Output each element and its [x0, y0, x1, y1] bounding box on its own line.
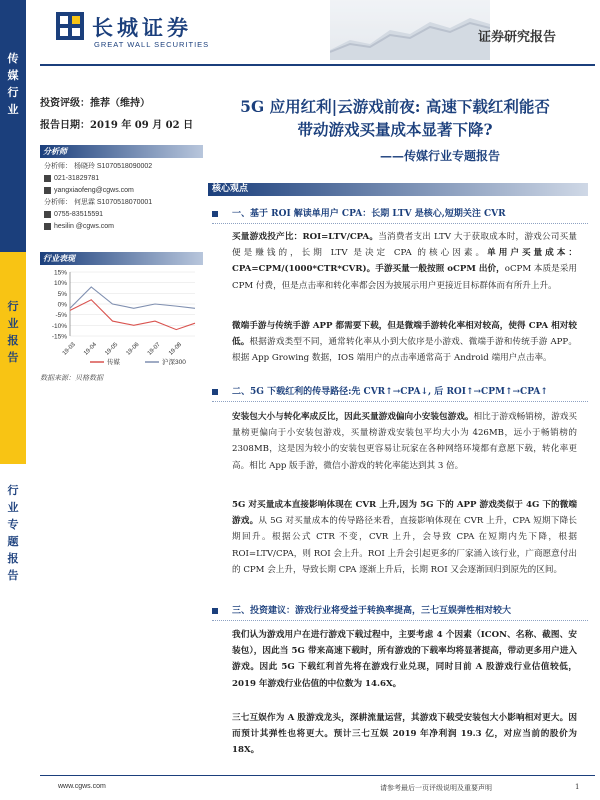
square-bullet-icon: [212, 389, 218, 395]
side-char: 专: [7, 518, 19, 531]
header-divider: [40, 64, 595, 66]
text-run: 当消费者支出 LTV 大于获取成本时，游戏公司买量便是赚钱的，长期 LTV 是决定 CPA 的核心因素。: [232, 232, 577, 259]
text-run: 相比于游戏畅销榜，游戏买量榜更偏向于小安装包游戏，买量榜游戏安装包平均大小为 426MB，远小于畅销榜的 2308MB，这是因为较小的安装包更容易让玩家在各种网络环境都有意愿下载，转化率更高。相比 App 版手游，微信小游戏的转化率能达到其 3 倍。: [232, 412, 577, 471]
side-char: 业: [7, 103, 19, 116]
footer-url[interactable]: www.cgws.com: [58, 783, 106, 790]
paragraph-2: [232, 318, 577, 367]
phone-icon: [44, 211, 51, 218]
paragraph-3: [232, 409, 577, 474]
y-tick-label: 10%: [53, 280, 67, 288]
side-char: 行: [7, 300, 19, 313]
bold-run: 我们认为游戏用户在进行游戏下载过程中，主要考虑 4 个因素（ICON、名称、截图、安装包），因此当 5G 带来高速下载时，所有游戏的下载率均将显著提高，带动更多用户进入游戏。因此 5G 下载红利首先将在游戏行业兑现，同时目前 A 股游戏行业估值较低，2019 年游戏行业估值的中位数为 14.6X。: [232, 630, 577, 689]
divider: [212, 223, 588, 224]
analyst-info: [44, 161, 204, 233]
x-tick-label: 19-03: [61, 341, 77, 357]
side-char: 行: [7, 86, 19, 99]
y-tick-label: 15%: [53, 269, 67, 277]
side-label-industry: [4, 50, 22, 118]
section-1-heading: [212, 206, 592, 219]
side-char: 报: [7, 334, 19, 347]
analyst-2-email[interactable]: hesilin @cgws.com: [54, 223, 115, 230]
side-label-report: [4, 298, 22, 366]
great-wall-logo-icon: [56, 12, 84, 40]
report-type-label: 证券研究报告: [478, 30, 557, 45]
x-tick-label: 19-04: [82, 341, 99, 357]
analyst-2-phone: 0755-83515591: [54, 211, 104, 218]
y-tick-label: 0%: [57, 301, 67, 309]
paragraph-1: [232, 229, 577, 294]
legend-label: 沪深300: [162, 359, 186, 366]
great-wall-banner-image: [330, 0, 490, 60]
divider: [212, 620, 588, 621]
report-title: [200, 95, 590, 141]
x-tick-label: 19-08: [167, 341, 184, 357]
logo-name-cn: 长城证券: [92, 15, 192, 40]
phone-icon: [44, 175, 51, 182]
email-icon: [44, 187, 51, 194]
email-icon: [44, 223, 51, 230]
y-tick-label: 5%: [57, 290, 67, 298]
bold-run: 微端手游与传统手游 APP 都需要下载，但是微端手游转化率相对较高，使得 CPA 相对较低。: [232, 321, 577, 348]
bold-run: 三七互娱作为 A 股游戏龙头，深耕流量运营，其游戏下载受安装包大小影响相对更大。因而预计其弹性也将更大。预计三七互娱 2019 年净利润 19.3 亿，对应当前的股价为 18X。: [232, 713, 577, 756]
side-strip-top: [0, 0, 26, 252]
analyst-2: 分析师： 何思霖 S1070518070001: [44, 199, 153, 206]
side-label-special-report: [4, 482, 22, 584]
square-bullet-icon: [212, 608, 218, 614]
footer-divider: [40, 775, 595, 776]
side-char: 题: [7, 535, 19, 548]
paragraph-6: [232, 710, 577, 759]
section-1-text: 一、基于 ROI 解读单用户 CPA：长期 LTV 是核心,短期关注 CVR: [232, 209, 506, 219]
report-title-line1: 5G 应用红利|云游戏前夜: 高速下载红利能否: [240, 97, 550, 116]
report-subtitle: ——传媒行业专题报告: [380, 149, 501, 163]
industry-trend-chart: [40, 266, 205, 366]
y-tick-label: -10%: [51, 322, 67, 330]
side-char: 业: [7, 317, 19, 330]
x-tick-label: 19-07: [146, 341, 162, 357]
text-run: 从 5G 对买量成本的传导路径来看，直接影响体现在 CVR 上升，CPA 短期下降长期回升。根据公式 CTR 不变，CVR 上升，会导致 CPA 在短期内先下降，根据 ROI=LTV/CPA，则 ROI 会上升。ROI 上升会引起更多的厂家涌入该行业，广商愿意付出的 CPM 会上升，导致长期 CPA 逐渐上升后，长期 ROI 又会逐渐回归到原先的区间。: [232, 516, 577, 575]
series-line-1: [70, 287, 195, 308]
side-char: 媒: [7, 69, 19, 82]
side-char: 报: [7, 552, 19, 565]
analyst-1: 分析师： 杨晓玲 S1070518090002: [44, 163, 153, 170]
x-tick-label: 19-06: [125, 341, 141, 357]
bold-run: 5G 对买量成本直接影响体现在 CVR 上升,因为 5G 下的 APP 游戏类似于 4G 下的微端游戏。: [232, 500, 577, 527]
x-tick-label: 19-05: [104, 341, 120, 357]
side-char: 行: [7, 484, 19, 497]
bold-run: 买量游戏投产比：ROI=LTV/CPA。: [232, 232, 379, 242]
analyst-section-header: 分析师: [40, 145, 203, 158]
report-date: 报告日期：2019 年 09 月 02 日: [40, 120, 194, 131]
rating-label: 投资评级：推荐（维持）: [40, 98, 150, 109]
section-2-heading: [212, 384, 592, 397]
side-char: 业: [7, 501, 19, 514]
logo-name-en: GREAT WALL SECURITIES: [94, 40, 210, 49]
report-title-line2: 带动游戏买量成本显著下降?: [297, 120, 493, 139]
paragraph-5: [232, 627, 577, 692]
page-number: 1: [575, 783, 580, 791]
square-bullet-icon: [212, 211, 218, 217]
section-3-heading: [212, 603, 592, 616]
side-char: 告: [7, 569, 19, 582]
paragraph-4: [232, 497, 577, 578]
text-run: oCPM 本质是采用 CPM 付费，但是点击率和转化率都会因为披展示用户更接近目标群体而有所升上升。: [232, 264, 577, 291]
side-char: 告: [7, 351, 19, 364]
section-2-text: 二、5G 下载红利的传导路径:先 CVR↑→CPA↓, 后 ROI↑→CPM↑→CPA↑: [232, 387, 548, 397]
analyst-1-phone: 021-31829781: [54, 175, 100, 182]
analyst-1-email[interactable]: yangxiaofeng@cgws.com: [54, 187, 134, 194]
footer-disclaimer: 请参考最后一页评级说明及重要声明: [380, 784, 492, 792]
text-run: 根据游戏类型不同，通常转化率从小到大依序是小游戏、微端手游和传统手游 APP。根据 App Growing 数据，IOS 端用户的点击率通常高于 Android 端用户点击率。: [232, 337, 577, 364]
legend-label: 传媒: [107, 359, 120, 366]
bold-run: 安装包大小与转化率成反比，因此买量游戏偏向小安装包游戏。: [232, 412, 474, 422]
side-char: 传: [7, 52, 19, 65]
industry-trend-header: 行业表现: [40, 252, 203, 265]
section-3-text: 三、投资建议：游戏行业将受益于转换率提高，三七互娱弹性相对较大: [232, 606, 512, 616]
data-source: 数据来源：贝格数据: [40, 374, 103, 382]
y-tick-label: -5%: [55, 312, 67, 320]
divider: [212, 401, 588, 402]
bold-run: 单用户买量成本：CPA=CPM/(1000*CTR*CVR)。手游买量一般按照 oCPM 出价，: [232, 248, 577, 275]
core-views-bar: [208, 183, 588, 196]
core-views-label: 核心观点: [212, 184, 249, 194]
y-tick-label: -15%: [51, 333, 67, 341]
